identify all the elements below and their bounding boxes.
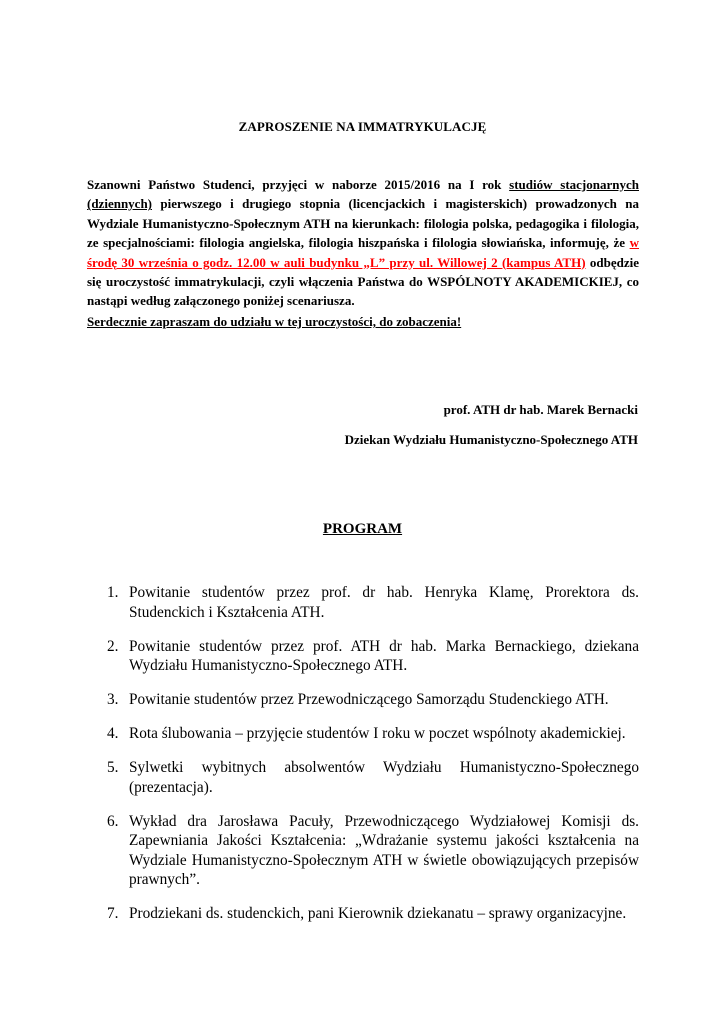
document-title: ZAPROSZENIE NA IMMATRYKULACJĘ: [238, 119, 487, 134]
program-item-number: 5.: [107, 759, 119, 776]
signature-role: Dziekan Wydziału Humanistyczno-Społecznego ATH: [344, 432, 638, 447]
program-item-text: Rota ślubowania – przyjęcie studentów I roku w poczet wspólnoty akademickiej.: [129, 725, 626, 742]
program-item-text: Powitanie studentów przez Przewodniczącego Samorządu Studenckiego ATH.: [129, 691, 609, 708]
program-item-number: 1.: [107, 584, 119, 601]
intro-paragraph: [87, 175, 639, 311]
program-item-number: 6.: [107, 812, 119, 830]
program-item-text: Prodziekani ds. studenckich, pani Kierownik dziekanatu – sprawy organizacyjne.: [129, 905, 627, 922]
invitation-line: Serdecznie zapraszam do udziału w tej uroczystości, do zobaczenia!: [87, 314, 462, 329]
program-item-number: 4.: [107, 725, 119, 742]
program-item-number: 7.: [107, 905, 119, 922]
program-item: [107, 904, 639, 924]
program-item-text: Sylwetki wybitnych absolwentów Wydziału Humanistyczno-Społecznego (prezentacja).: [129, 759, 639, 796]
program-item-number: 2.: [107, 637, 119, 655]
intro-text-part3: odbędzie się uroczystość immatrykulacji, czyli włączenia Państwa do WSPÓLNOTY AKADEMICKIEJ, co nastąpi według załączonego poniżej scenariusza.: [87, 254, 639, 309]
program-item: [107, 812, 639, 890]
intro-text-part2: pierwszego i drugiego stopnia (licencjackich i magisterskich) prowadzonych na Wydziale Humanistyczno-Społecznym ATH na kierunkach: filologia polska, pedagogika i filologia, ze specjalnościami: filologia angielska, filologia hiszpańska i filologia słowiańska, informuję, że: [87, 196, 639, 251]
program-item-text: Powitanie studentów przez prof. dr hab. Henryka Klamę, Prorektora ds. Studenckich i Kształcenia ATH.: [129, 584, 639, 621]
program-item: [107, 690, 639, 710]
program-item: [107, 724, 639, 744]
program-item: [107, 583, 639, 622]
program-item: [107, 758, 639, 797]
program-item: [107, 637, 639, 676]
intro-study-mode: studiów stacjonarnych (dziennych): [87, 177, 639, 212]
intro-text-part1: Szanowni Państwo Studenci, przyjęci w naborze 2015/2016 na I rok: [87, 177, 510, 192]
signature-name: prof. ATH dr hab. Marek Bernacki: [443, 402, 638, 417]
program-item-number: 3.: [107, 691, 119, 708]
program-item-text: Powitanie studentów przez prof. ATH dr hab. Marka Bernackiego, dziekana Wydziału Humanistyczno-Społecznego ATH.: [129, 637, 639, 674]
program-heading: PROGRAM: [322, 521, 403, 537]
program-item-text: Wykład dra Jarosława Pacuły, Przewodniczącego Wydziałowej Komisji ds. Zapewniania Jakości Kształcenia: „Wdrażanie systemu jakości kształcenia na Wydziale Humanistyczno-Społecznym ATH w świetle obowiązujących przepisów prawnych”.: [129, 812, 639, 888]
intro-event-details: w środę 30 września o godz. 12.00 w auli budynku „L” przy ul. Willowej 2 (kampus ATH): [87, 235, 639, 270]
program-list: [107, 583, 639, 938]
